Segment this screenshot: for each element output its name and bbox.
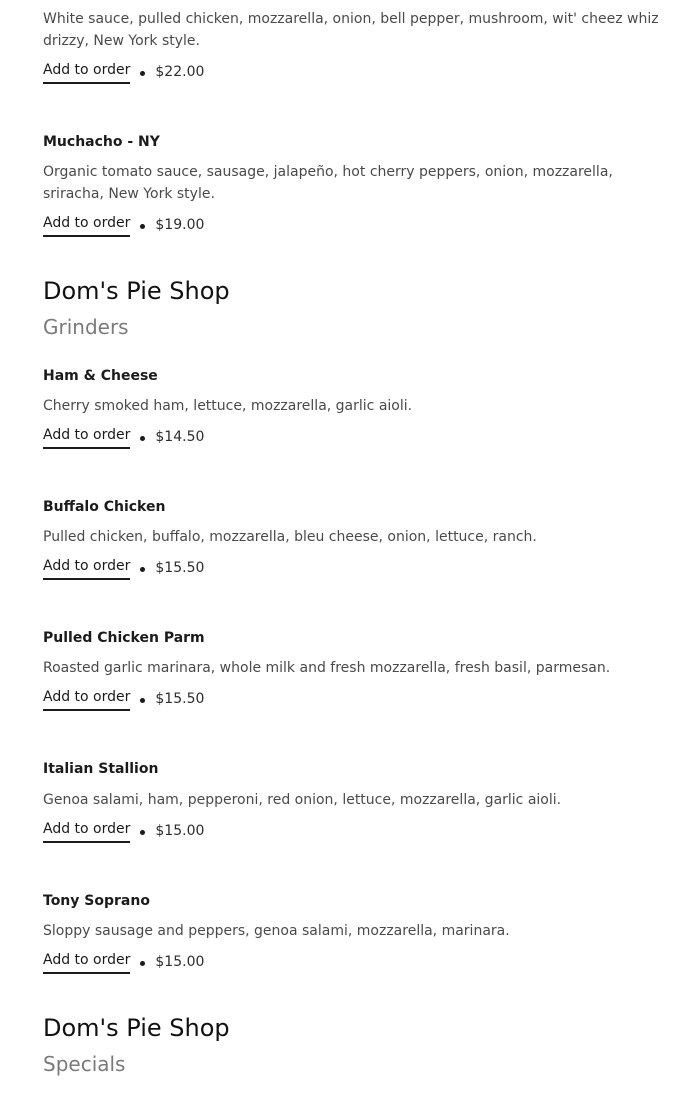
item-title: Ham & Cheese xyxy=(43,368,158,384)
item-price: $15.00 xyxy=(155,954,205,970)
item-order-row xyxy=(43,556,204,580)
shop-title: Dom's Pie Shop xyxy=(43,277,230,305)
item-title: Muchacho - NY xyxy=(43,134,160,150)
separator-dot xyxy=(140,567,145,572)
section-title-grinders: Grinders xyxy=(43,315,129,339)
item-price: $15.50 xyxy=(155,691,205,707)
item-title: Italian Stallion xyxy=(43,761,159,777)
separator-dot xyxy=(140,698,145,703)
item-description: Genoa salami, ham, pepperoni, red onion, lettuce, mozzarella, garlic aioli. xyxy=(43,792,562,808)
separator-dot xyxy=(140,71,145,76)
separator-dot xyxy=(140,961,145,966)
add-to-order-button[interactable]: Add to order xyxy=(43,819,130,843)
item-description: Sloppy sausage and peppers, genoa salami, mozzarella, marinara. xyxy=(43,923,510,939)
item-description: Cherry smoked ham, lettuce, mozzarella, garlic aioli. xyxy=(43,398,413,414)
item-title: Tony Soprano xyxy=(43,893,150,909)
item-price: $15.50 xyxy=(155,560,205,576)
add-to-order-button[interactable]: Add to order xyxy=(43,556,130,580)
item-order-row xyxy=(43,60,204,84)
item-description: Roasted garlic marinara, whole milk and fresh mozzarella, fresh basil, parmesan. xyxy=(43,660,611,676)
item-order-row xyxy=(43,425,204,449)
item-price: $22.00 xyxy=(155,64,205,80)
add-to-order-button[interactable]: Add to order xyxy=(43,687,130,711)
separator-dot xyxy=(140,436,145,441)
item-title: Buffalo Chicken xyxy=(43,499,166,515)
item-description: Organic tomato sauce, sausage, jalapeño, hot cherry peppers, onion, mozzarella, sriracha, New York style. xyxy=(43,164,613,202)
separator-dot xyxy=(140,224,145,229)
item-price: $14.50 xyxy=(155,429,205,445)
item-order-row xyxy=(43,819,204,843)
item-price: $19.00 xyxy=(155,217,205,233)
add-to-order-button[interactable]: Add to order xyxy=(43,60,130,84)
item-order-row xyxy=(43,950,204,974)
item-price: $15.00 xyxy=(155,823,205,839)
section-title-specials: Specials xyxy=(43,1052,126,1076)
shop-title: Dom's Pie Shop xyxy=(43,1014,230,1042)
item-order-row xyxy=(43,213,204,237)
separator-dot xyxy=(140,830,145,835)
item-order-row xyxy=(43,687,204,711)
add-to-order-button[interactable]: Add to order xyxy=(43,950,130,974)
add-to-order-button[interactable]: Add to order xyxy=(43,213,130,237)
item-description: White sauce, pulled chicken, mozzarella, onion, bell pepper, mushroom, wit' cheez whiz drizzy, New York style. xyxy=(43,11,659,49)
add-to-order-button[interactable]: Add to order xyxy=(43,425,130,449)
item-description: Pulled chicken, buffalo, mozzarella, bleu cheese, onion, lettuce, ranch. xyxy=(43,529,537,545)
item-title: Pulled Chicken Parm xyxy=(43,630,205,646)
